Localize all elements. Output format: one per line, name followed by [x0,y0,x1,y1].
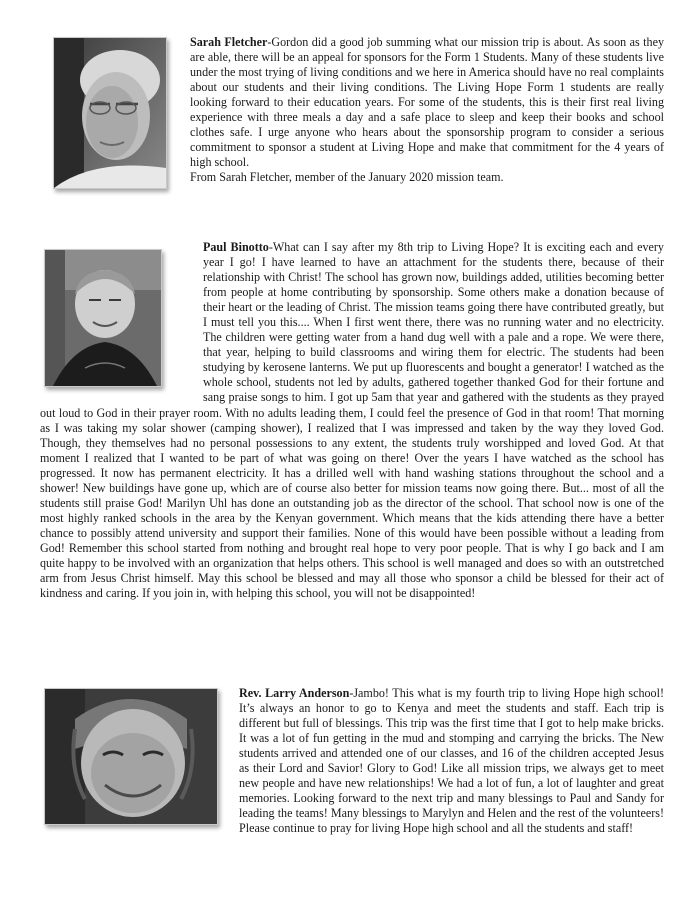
testimonial-paul-binotto [0,240,697,601]
larry-anderson-body: -Jambo! This what is my fourth trip to living Hope high school! It’s always an honor to go to Kenya and meet the students and staff. Each trip is different but full of blessings. This trip was the first time that I got to help make bricks. It was a lot of fun getting in the mud and stomping and carrying the bricks. The New students arrived and attended one of our classes, and 16 of the children accepted Jesus as their Lord and Savior! Glory to God! Like all mission trips, we always get to meet new people and have new relationships! We had a lot of fun, a lot of laughter and great memories. Looking forward to the next trip and many blessings to Paul and Sandy for leading the teams! Many blessings to Marylyn and Helen and the rest of the volunteers! Please continue to pray for living Hope high school and all the students and staff! [239,686,664,836]
sarah-fletcher-signature: From Sarah Fletcher, member of the January 2020 mission team. [190,170,504,185]
paul-binotto-photo [44,249,162,387]
sarah-fletcher-body: -Gordon did a good job summing what our mission trip is about. As soon as they are able, there will be an appeal for sponsors for the Form 1 Students. Many of these students live under the most trying of living conditions and we here in America should have no real complaints about our students and their living conditions. The Living Hope Form 1 students are really looking forward to their education years. For some of the students, this is their first real living experience with three meals a day and a safe place to sleep and keep their books and school clothes safe. I urge anyone who hears about the sponsorship program to consider a serious commitment to sponsor a student at Living Hope and make that commitment for the 4 years of high school. [190,35,664,170]
larry-anderson-name: Rev. Larry Anderson [239,686,350,700]
larry-anderson-text [40,686,664,836]
paul-binotto-body: -What can I say after my 8th trip to Living Hope? It is exciting each and every year I go! I have learned to have an attachment for the students there, because of their relationship with Christ! The school has grown now, buildings added, utilities becoming better from people at home contributing by sponsorship. Some others make a donation because of their heart or the leading of Christ. The mission teams going there have contributed greatly, but I must tell you this.... When I first went there, there was no running water and no electricity. The children were getting water from a hand dug well with a pale and a rope. We were there, that year, helping to build classrooms and wiring them for electric. The students had been studying by kerosene lanterns. We put up fluorescents and bought a generator! I watched as the whole school, students not led by adults, gathered together thanked God for their fortune and sang praise songs to him. I got up 5am that year and gathered with the students as they prayed out loud to God in their prayer room. With no adults leading them, I could feel the presence of God in that room! That morning as I was taking my solar shower (camping shower), I realized that I was impressed and taken by the way they loved God. Though, they themselves had no personal possessions to any extent, the students truly worshipped and loved God. At that moment I realized that I wanted to be part of what was going on there! Over the years I have watched as the school has progressed. It now has permanent electricity. It has a drilled well with hand washing stations throughout the school and a shower! New buildings have gone up, which are of course also better for mission teams now going there. But... most of all the students still praise God! Marilyn Uhl has done an outstanding job as the director of the school. That school now is one of the most highly ranked schools in the area by the Kenyan government. Which means that the kids attending there have a better chance to possibly attend university and support their families. None of this would have been possible without a leading from God! Remember this school started from nothing and brought real hope to very poor people. That is why I go back and I am quite happy to be involved with an organization that helps others. This school is well managed and does so with an outstretched arm from Jesus Christ himself. May this school be blessed and may all those who sponsor a child be blessed for their act of kindness and caring. If you join in, with helping this school, you will not be disappointed! [40,240,664,601]
testimonial-sarah-fletcher [0,35,697,185]
sarah-fletcher-text [190,35,664,170]
sarah-fletcher-name: Sarah Fletcher [190,35,268,49]
testimonial-larry-anderson [0,686,697,836]
paul-binotto-text [40,240,664,601]
larry-anderson-photo [44,688,218,825]
sarah-fletcher-photo [53,37,167,189]
paul-binotto-name: Paul Binotto [203,240,269,254]
